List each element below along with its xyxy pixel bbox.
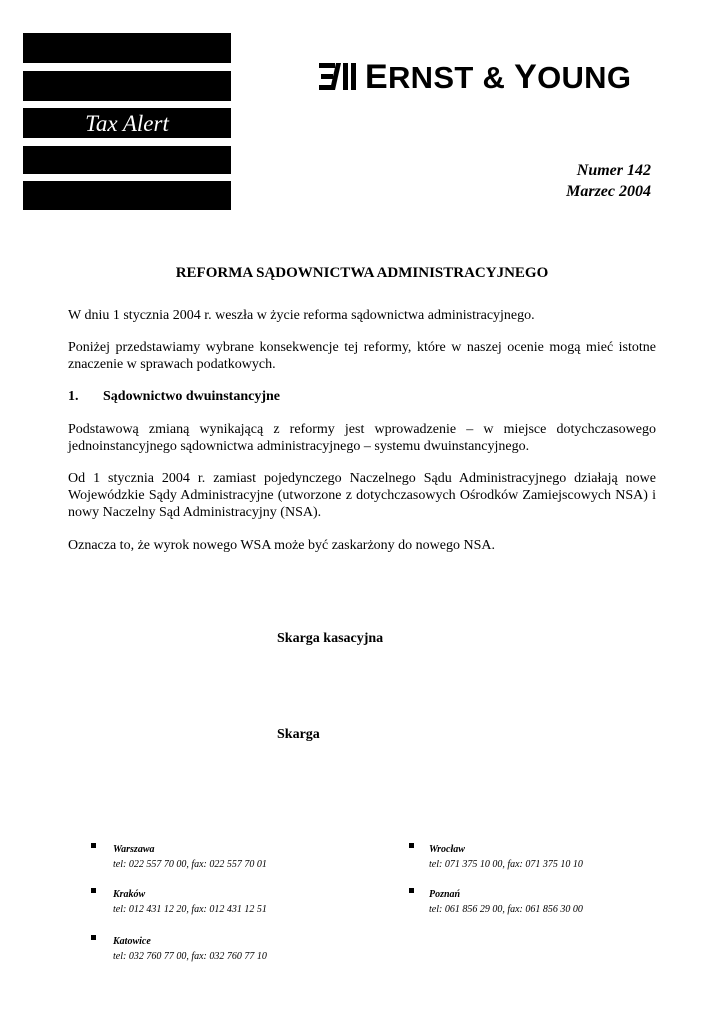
issue-number: Numer 142 <box>576 162 651 179</box>
header-bar-5 <box>23 181 231 210</box>
ernst-young-logo <box>319 58 641 96</box>
office-contact: tel: 022 557 70 00, fax: 022 557 70 01 <box>113 859 267 870</box>
paragraph-intro: W dniu 1 stycznia 2004 r. weszła w życie reforma sądownictwa administracyjnego. <box>68 308 535 323</box>
office-poznan <box>429 887 583 917</box>
office-warszawa <box>113 842 267 872</box>
office-katowice <box>113 934 267 964</box>
paragraph-new-courts: Od 1 stycznia 2004 r. zamiast pojedynczego Naczelnego Sądu Administracyjnego działają nowe Wojewódzkie Sądy Administracyjne (utworzone z dotychczasowych Ośrodków Zamiejscowych NSA) i nowy Naczelny Sąd Administracyjny (NSA). <box>68 471 656 520</box>
bullet-icon <box>409 888 414 893</box>
ey-logo-icon <box>319 60 361 94</box>
section-title: Sądownictwo dwuinstancyjne <box>103 389 280 404</box>
issue-date: Marzec 2004 <box>566 183 651 200</box>
diagram-label-cassation: Skarga kasacyjna <box>277 631 384 646</box>
office-city: Poznań <box>429 889 461 900</box>
office-contact: tel: 061 856 29 00, fax: 061 856 30 00 <box>429 904 583 915</box>
header-bar-4 <box>23 146 231 174</box>
bullet-icon <box>409 843 414 848</box>
header-bar-tax-alert <box>23 108 231 138</box>
bullet-icon <box>91 935 96 940</box>
paragraph-consequences: Poniżej przedstawiamy wybrane konsekwencje tej reformy, które w naszej ocenie mogą mieć istotne znaczenie w sprawach podatkowych. <box>68 340 656 372</box>
header-bar-2 <box>23 71 231 101</box>
bullet-icon <box>91 843 96 848</box>
logo-wordmark: ERNST & YOUNG <box>365 58 632 96</box>
paragraph-appeal: Oznacza to, że wyrok nowego WSA może być zaskarżony do nowego NSA. <box>68 538 496 553</box>
diagram-label-complaint: Skarga <box>277 727 320 742</box>
section-heading <box>68 389 280 405</box>
header-bar-1 <box>23 33 231 63</box>
bullet-icon <box>91 888 96 893</box>
office-contact: tel: 012 431 12 20, fax: 012 431 12 51 <box>113 904 267 915</box>
office-city: Katowice <box>113 936 151 947</box>
office-wroclaw <box>429 842 583 872</box>
office-contact: tel: 032 760 77 00, fax: 032 760 77 10 <box>113 951 267 962</box>
office-krakow <box>113 887 267 917</box>
tax-alert-label: Tax Alert <box>85 111 169 136</box>
section-number: 1. <box>68 389 79 404</box>
office-city: Wrocław <box>429 844 465 855</box>
office-city: Kraków <box>113 889 146 900</box>
paragraph-main-change: Podstawową zmianą wynikającą z reformy jest wprowadzenie – w miejsce dotychczasowego jednoinstancyjnego sądownictwa administracyjnego – systemu dwuinstancyjnego. <box>68 422 656 454</box>
document-title: REFORMA SĄDOWNICTWA ADMINISTRACYJNEGO <box>175 265 549 281</box>
office-contact: tel: 071 375 10 00, fax: 071 375 10 10 <box>429 859 583 870</box>
issue-info <box>566 160 651 202</box>
office-city: Warszawa <box>113 844 155 855</box>
